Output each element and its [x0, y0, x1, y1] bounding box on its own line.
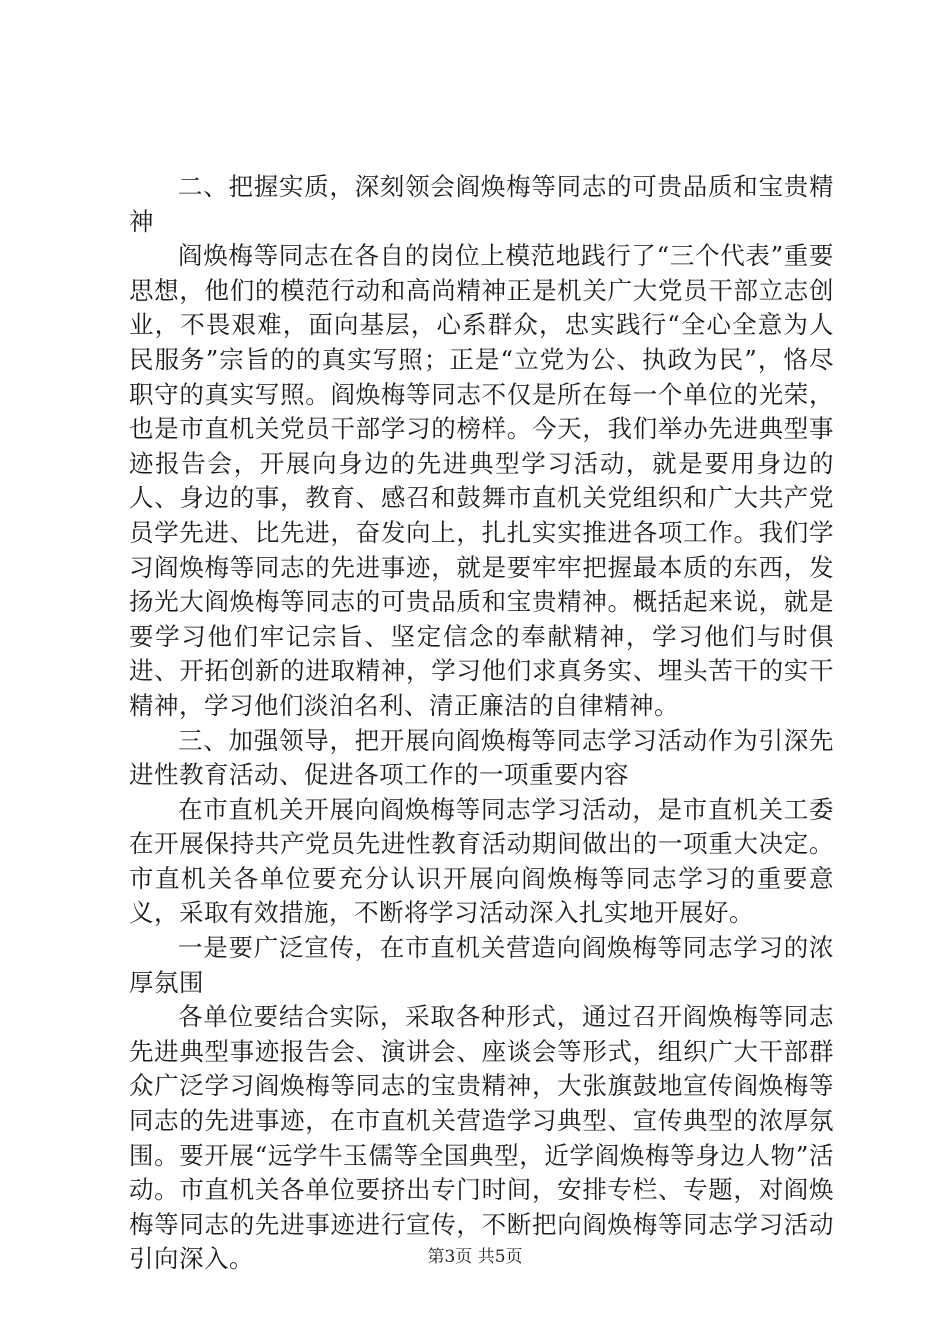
page-number-footer: 第3页 共5页	[427, 1247, 523, 1267]
paragraph: 阎焕梅等同志在各自的岗位上模范地践行了“三个代表”重要思想，他们的模范行动和高尚精神正是机关广大党员干部立志创业，不畏艰难，面向基层，心系群众，忠实践行“全心全意为人民服务”宗旨的的真实写照；正是“立党为公、执政为民”，恪尽职守的真实写照。阎焕梅等同志不仅是所在每一个单位的光荣，也是市直机关党员干部学习的榜样。今天，我们举办先进典型事迹报告会，开展向身边的先进典型学习活动，就是要用身边的人、身边的事，教育、感召和鼓舞市直机关党组织和广大共产党员学先进、比先进，奋发向上，扎扎实实推进各项工作。我们学习阎焕梅等同志的先进事迹，就是要牢牢把握最本质的东西，发扬光大阎焕梅等同志的可贵品质和宝贵精神。概括起来说，就是要学习他们牢记宗旨、坚定信念的奉献精神，学习他们与时俱进、开拓创新的进取精神，学习他们求真务实、埋头苦干的实干精神，学习他们淡泊名利、清正廉洁的自律精神。	[129, 241, 834, 720]
paragraph: 在市直机关开展向阎焕梅等同志学习活动，是市直机关工委在开展保持共产党员先进性教育活动期间做出的一项重大决定。市直机关各单位要充分认识开展向阎焕梅等同志学习的重要意义，采取有效措施，不断将学习活动深入扎实地开展好。	[129, 794, 834, 928]
heading-section-2: 二、把握实质，深刻领会阎焕梅等同志的可贵品质和宝贵精神	[129, 172, 834, 236]
subheading-point-1: 一是要广泛宣传，在市直机关营造向阎焕梅等同志学习的浓厚氛围	[129, 933, 834, 997]
heading-section-3: 三、加强领导，把开展向阎焕梅等同志学习活动作为引深先进性教育活动、促进各项工作的一项重要内容	[129, 725, 834, 790]
document-body	[129, 170, 834, 1277]
paragraph: 各单位要结合实际，采取各种形式，通过召开阎焕梅等同志先进典型事迹报告会、演讲会、座谈会等形式，组织广大干部群众广泛学习阎焕梅等同志的宝贵精神，大张旗鼓地宣传阎焕梅等同志的先进事迹，在市直机关营造学习典型、宣传典型的浓厚氛围。要开展“远学牛玉儒等全国典型，近学阎焕梅等身边人物”活动。市直机关各单位要挤出专门时间，安排专栏、专题，对阎焕梅等同志的先进事迹进行宣传，不断把向阎焕梅等同志学习活动引向深入。	[129, 1002, 834, 1274]
